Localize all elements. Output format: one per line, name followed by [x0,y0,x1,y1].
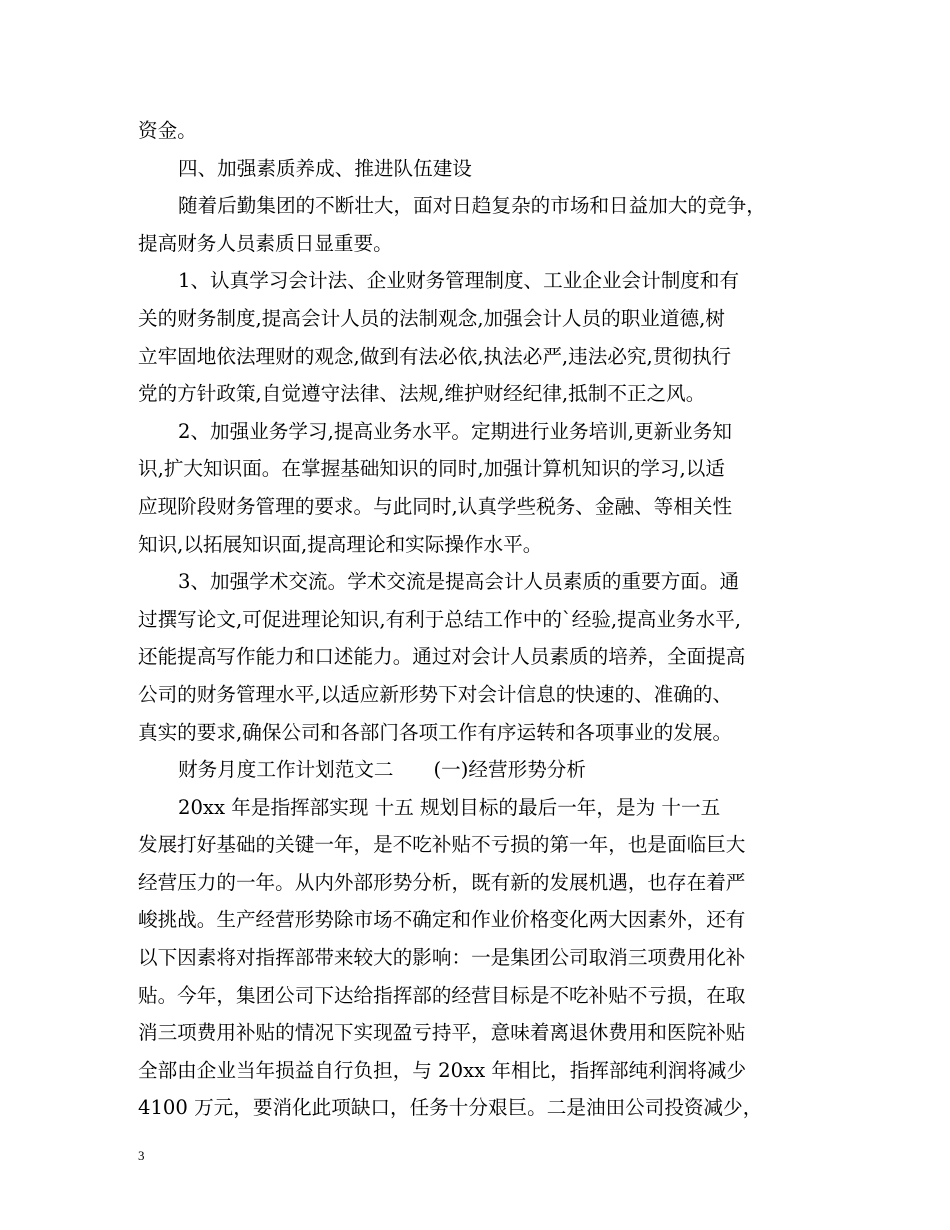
text-line: 消三项费用补贴的情况下实现盈亏持平，意味着离退休费用和医院补贴 [138,1021,746,1045]
paragraph-block-1 [138,112,818,751]
text-line: 四、加强素质养成、推进队伍建设 [178,156,472,180]
text-line: 发展打好基础的关键一年，是不吃补贴不亏损的第一年，也是面临巨大 [138,833,746,857]
text-line: 经营压力的一年。从内外部形势分析，既有新的发展机遇，也存在着严 [138,870,746,894]
text-line: 资金。 [138,119,197,142]
text-line: 党的方针政策,自觉遵守法律、法规,维护财经纪律,抵制不正之风。 [138,382,706,406]
text-line: 过撰写论文,可促进理论知识,有利于总结工作中的`经验,提高业务水平, [138,607,741,631]
paragraph-block-2 [138,789,818,1127]
text-line: 峻挑战。生产经营形势除市场不确定和作业价格变化两大因素外，还有 [138,908,746,932]
text-line: 识,扩大知识面。在掌握基础知识的同时,加强计算机知识的学习,以适 [138,457,725,481]
document-body [138,112,818,1127]
text-line: 知识,以拓展知识面,提高理论和实际操作水平。 [138,532,543,556]
page-number: 3 [138,1148,145,1163]
text-line: 2、加强业务学习,提高业务水平。定期进行业务培训,更新业务知 [178,419,732,443]
text-line: 立牢固地依法理财的观念,做到有法必依,执法必严,违法必究,贯彻执行 [138,344,732,368]
text-line: 4100 万元，要消化此项缺口，任务十分艰巨。二是油田公司投资减少， [138,1096,763,1120]
section-title: 财务月度工作计划范文二 [178,758,394,782]
text-line: 贴。今年，集团公司下达给指挥部的经营目标是不吃补贴不亏损，在取 [138,983,746,1007]
text-line: 真实的要求,确保公司和各部门各项工作有序运转和各项事业的发展。 [138,720,733,744]
text-line: 20xx 年是指挥部实现 十五 规划目标的最后一年，是为 十一五 [178,795,721,819]
text-line: 提高财务人员素质日显重要。 [138,231,393,255]
subsection-title: (一)经营形势分析 [433,758,586,782]
text-line: 以下因素将对指挥部带来较大的影响：一是集团公司取消三项费用化补 [138,946,746,970]
text-line: 3、加强学术交流。学术交流是提高会计人员素质的重要方面。通 [178,570,740,594]
text-line: 全部由企业当年损益自行负担，与 20xx 年相比，指挥部纯利润将减少 [138,1058,747,1082]
text-line: 随着后勤集团的不断壮大，面对日趋复杂的市场和日益加大的竞争， [178,194,766,218]
section-heading-line [138,751,818,789]
text-line: 1、认真学习会计法、企业财务管理制度、工业企业会计制度和有 [178,269,740,293]
text-line: 应现阶段财务管理的要求。与此同时,认真学些税务、金融、等相关性 [138,494,733,518]
text-line: 关的财务制度,提高会计人员的法制观念,加强会计人员的职业道德,树 [138,306,725,330]
text-line: 还能提高写作能力和口述能力。通过对会计人员素质的培养，全面提高 [138,645,746,669]
text-line: 公司的财务管理水平,以适应新形势下对会计信息的快速的、准确的、 [138,682,733,706]
